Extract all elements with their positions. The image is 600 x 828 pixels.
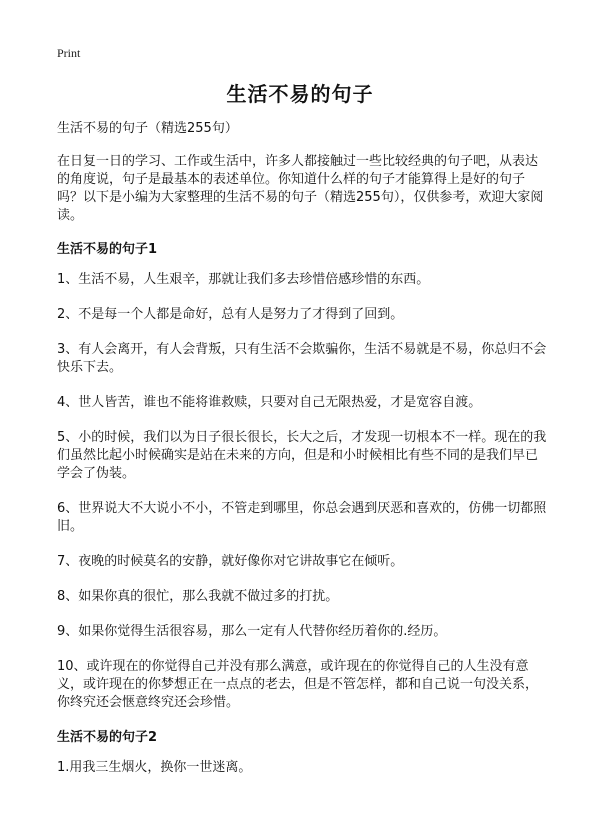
sentence-item: 7、夜晚的时候莫名的安静，就好像你对它讲故事它在倾听。 bbox=[57, 554, 404, 569]
document-subtitle: 生活不易的句子（精选255句） bbox=[57, 121, 238, 136]
intro-paragraph: 在日复一日的学习、工作或生活中，许多人都接触过一些比较经典的句子吧，从表达的角度说，句子是最基本的表述单位。你知道什么样的句子才能算得上是好的句子吗？以下是小编为大家整理的生活不易的句子（精选255句），仅供参考，欢迎大家阅读。 bbox=[57, 154, 544, 223]
sentence-item: 10、或许现在的你觉得自己并没有那么满意，或许现在的你觉得自己的人生没有意义，或许现在的你梦想正在一点点的老去，但是不管怎样，都和自己说一句没关系，你终究还会惬意终究还会珍惜。 bbox=[57, 659, 539, 710]
sentence-item: 4、世人皆苦，谁也不能将谁救赎，只要对自己无限热爱，才是宽容自渡。 bbox=[57, 395, 482, 410]
print-link[interactable]: Print bbox=[57, 46, 81, 60]
sentence-item: 1、生活不易，人生艰辛，那就让我们多去珍惜倍感珍惜的东西。 bbox=[57, 272, 430, 287]
sentence-item: 3、有人会离开，有人会背叛，只有生活不会欺骗你，生活不易就是不易，你总归不会快乐下去。 bbox=[57, 342, 547, 375]
sentence-item: 8、如果你真的很忙，那么我就不做过多的打扰。 bbox=[57, 589, 339, 604]
sentence-item: 9、如果你觉得生活很容易，那么一定有人代替你经历着你的.经历。 bbox=[57, 624, 447, 639]
section-heading: 生活不易的句子1 bbox=[57, 242, 158, 257]
page-title: 生活不易的句子 bbox=[226, 82, 374, 106]
sentence-item: 1.用我三生烟火，换你一世迷离。 bbox=[57, 760, 252, 775]
section-heading: 生活不易的句子2 bbox=[57, 730, 158, 745]
document-body bbox=[57, 120, 548, 794]
sentence-item: 5、小的时候，我们以为日子很长很长，长大之后，才发现一切根本不一样。现在的我们虽然比起小时候确实是站在未来的方向，但是和小时候相比有些不同的是我们早已学会了伪装。 bbox=[57, 430, 547, 481]
sentence-item: 6、世界说大不大说小不小，不管走到哪里，你总会遇到厌恶和喜欢的，仿佛一切都照旧。 bbox=[57, 501, 547, 534]
sentence-item: 2、不是每一个人都是命好，总有人是努力了才得到了回到。 bbox=[57, 307, 404, 322]
